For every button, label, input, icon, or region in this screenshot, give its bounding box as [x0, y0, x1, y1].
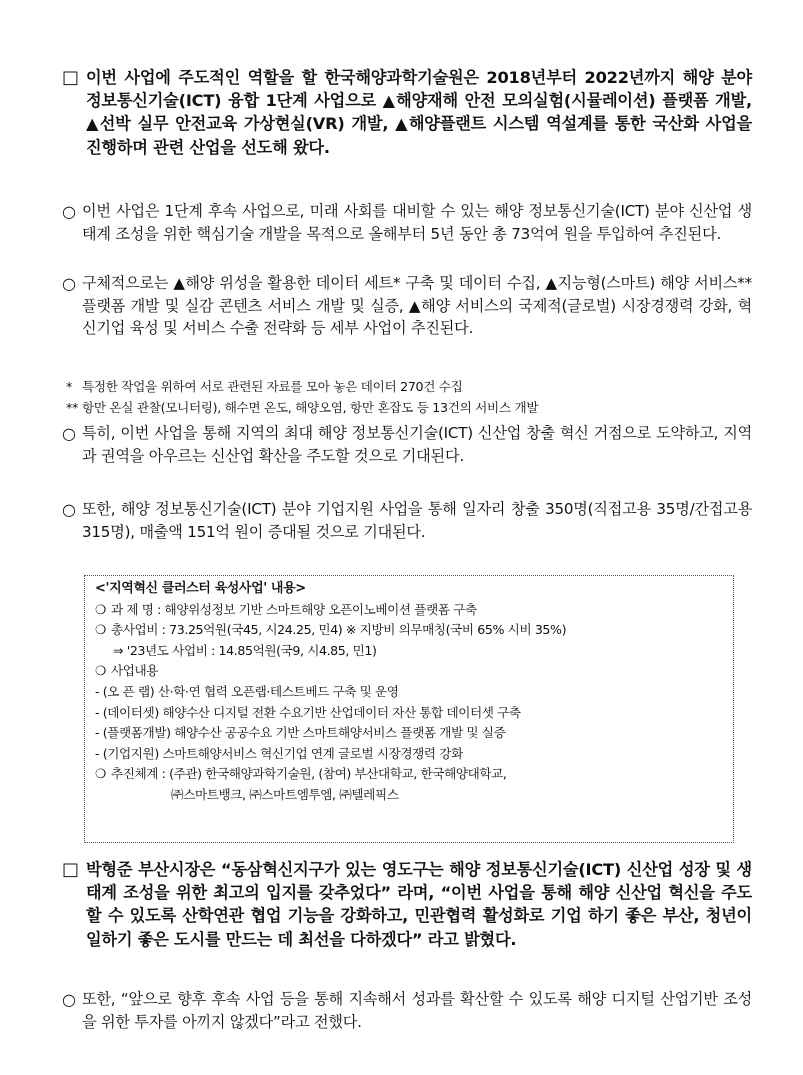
circle-bullet: ○ [62, 424, 76, 443]
footnote-text: 특정한 작업을 위하여 서로 관련된 자료를 모아 놓은 데이터 270건 수집 [82, 379, 463, 394]
footnote-text: 항만 온실 관찰(모니터링), 해수면 온도, 해양오염, 항만 혼잡도 등 13건의 서비스 개발 [82, 400, 539, 415]
content-item [95, 682, 725, 703]
content-item-text: - (데이터셋) 해양수산 디지털 전환 수요기반 산업데이터 자산 통합 데이터셋 구축 [95, 704, 521, 720]
footnote-2 [66, 399, 756, 417]
footnotes [66, 378, 756, 417]
content-title-text: 사업내용 [111, 663, 159, 679]
follow-up-paragraph [62, 200, 752, 245]
annual-budget-text: ⇒ '23년도 사업비 : 14.85억원(국9, 시4.85, 민1) [113, 642, 377, 658]
circle-bullet: ○ [62, 500, 76, 519]
footnote-mark: ** [66, 400, 78, 415]
content-title-line [95, 661, 725, 682]
content-item-text: - (기업지원) 스마트해양서비스 혁신기업 연계 글로벌 시장경쟁력 강화 [95, 745, 463, 761]
follow-up-text: 이번 사업은 1단계 후속 사업으로, 미래 사회를 대비할 수 있는 해양 정보통신기술(ICT) 분야 신산업 생태계 조성을 위한 핵심기술 개발을 목적으로 올해부터 5년 동안 총 73억여 원을 투입하여 추진된다. [82, 202, 752, 243]
content-item [95, 723, 725, 744]
footnote-1 [66, 378, 756, 396]
hollow-circle-bullet: ❍ [95, 601, 106, 617]
mayor-followup-text: 또한, “앞으로 향후 후속 사업 등을 통해 지속해서 성과를 확산할 수 있도록 해양 디지털 산업기반 조성을 위한 투자를 아끼지 않겠다”라고 전했다. [82, 990, 752, 1031]
content-item-text: - (플랫폼개발) 해양수산 공공수요 기반 스마트해양서비스 플랫폼 개발 및 실증 [95, 725, 506, 741]
mayor-statement-paragraph [62, 858, 752, 951]
content-item [95, 703, 725, 724]
hollow-circle-bullet: ❍ [95, 766, 106, 782]
details-paragraph [62, 272, 752, 340]
content-item [95, 744, 725, 765]
circle-bullet: ○ [62, 990, 76, 1009]
footnote-mark: * [66, 379, 72, 394]
project-name-line [95, 600, 725, 621]
square-bullet: □ [62, 859, 80, 880]
system-text-continued: ㈜스마트뱅크, ㈜스마트엠투엠, ㈜텔레픽스 [171, 786, 399, 802]
mayor-statement-text: 박형준 부산시장은 “동삼혁신지구가 있는 영도구는 해양 정보통신기술(ICT) 신산업 성장 및 생태계 조성을 위한 최고의 입지를 갖추었다” 라며, “이번 사업을 통해 해양 신산업 혁신을 주도할 수 있도록 산학연관 협업 기능을 강화하고, 민관협력 활성화로 기업 하기 좋은 부산, 청년이 일하기 좋은 도시를 만드는 데 최선을 다하겠다” 라고 밝혔다. [86, 860, 752, 949]
budget-text: 총사업비 : 73.25억원(국45, 시24.25, 민4) ※ 지방비 의무매칭(국비 65% 시비 35%) [111, 622, 567, 638]
intro-text: 이번 사업에 주도적인 역할을 할 한국해양과학기술원은 2018년부터 2022년까지 해양 분야 정보통신기술(ICT) 융합 1단계 사업으로 ▲해양재해 안전 모의실험(시뮬레이션) 플랫폼 개발, ▲선박 실무 안전교육 가상현실(VR) 개발, ▲해양플랜트 시스템 역설계를 통한 국산화 사업을 진행하며 관련 산업을 선도해 왔다. [86, 68, 752, 157]
info-box-title: <'지역혁신 클러스터 육성사업' 내용> [95, 581, 306, 596]
system-line [95, 764, 725, 785]
expectation-text: 특히, 이번 사업을 통해 지역의 최대 해양 정보통신기술(ICT) 신산업 창출 혁신 거점으로 도약하고, 지역과 권역을 아우르는 신산업 확산을 주도할 것으로 기대된다. [82, 424, 752, 465]
square-bullet: □ [62, 67, 80, 88]
expectation-paragraph [62, 422, 752, 467]
project-name-text: 과 제 명 : 해양위성정보 기반 스마트해양 오픈이노베이션 플랫폼 구축 [111, 601, 477, 617]
content-item-text: - (오 픈 랩) 산·학·연 협력 오픈랩·테스트베드 구축 및 운영 [95, 683, 399, 699]
annual-budget-line [95, 641, 725, 662]
hollow-circle-bullet: ❍ [95, 622, 106, 638]
circle-bullet: ○ [62, 202, 76, 221]
hollow-circle-bullet: ❍ [95, 663, 106, 679]
mayor-followup-paragraph [62, 988, 752, 1033]
budget-line [95, 620, 725, 641]
details-text: 구체적으로는 ▲해양 위성을 활용한 데이터 세트* 구축 및 데이터 수집, ▲지능형(스마트) 해양 서비스** 플랫폼 개발 및 실감 콘텐츠 서비스 개발 및 실증, ▲해양 서비스의 국제적(글로벌) 시장경쟁력 강화, 혁신기업 육성 및 서비스 수출 전략화 등 세부 사업이 추진된다. [82, 274, 752, 338]
jobs-text: 또한, 해양 정보통신기술(ICT) 분야 기업지원 사업을 통해 일자리 창출 350명(직접고용 35명/간접고용 315명), 매출액 151억 원이 증대될 것으로 기대된다. [82, 500, 752, 541]
jobs-paragraph [62, 498, 752, 543]
project-info-box [84, 575, 734, 843]
intro-paragraph [62, 66, 752, 159]
system-line-continued [95, 785, 725, 806]
system-text: 추진체계 : (주관) 한국해양과학기술원, (참여) 부산대학교, 한국해양대학교, [111, 766, 507, 782]
circle-bullet: ○ [62, 274, 76, 293]
